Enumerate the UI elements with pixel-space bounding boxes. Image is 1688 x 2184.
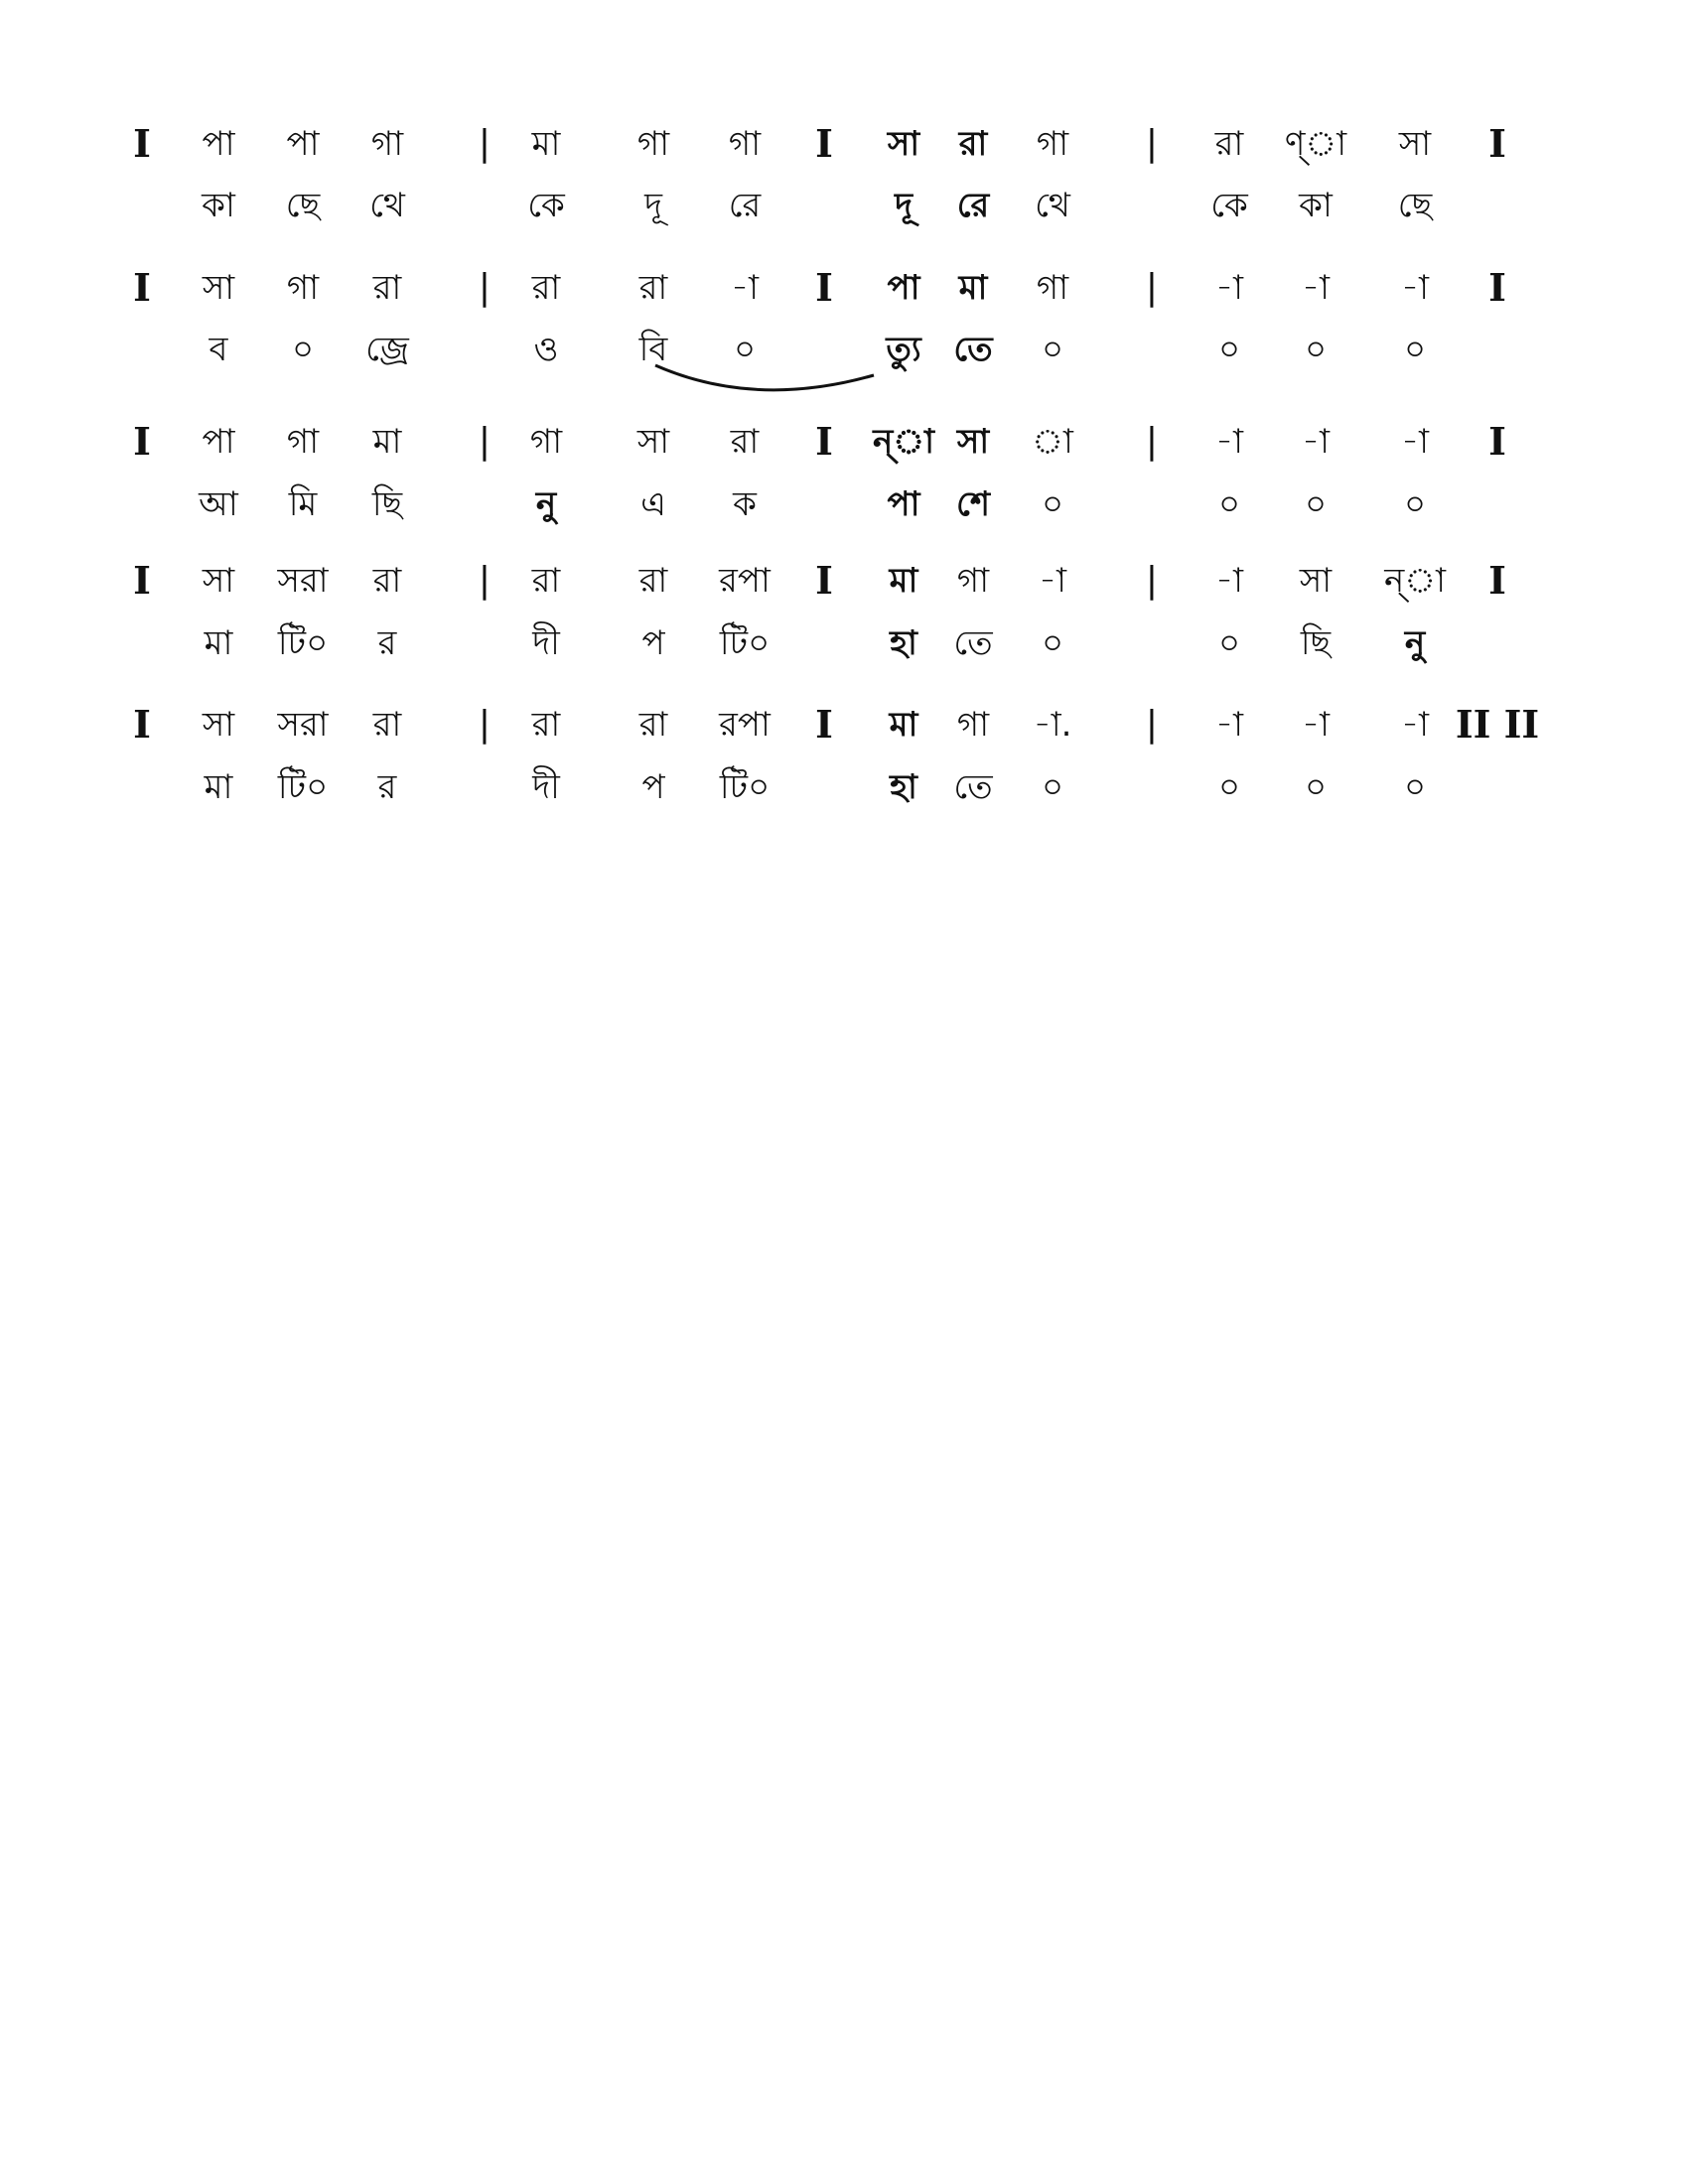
- note-syllable: রা: [531, 705, 561, 745]
- lyric-syllable: নু: [535, 484, 557, 524]
- note-syllable: -া: [1302, 705, 1330, 745]
- bar-marker: I: [1488, 419, 1506, 464]
- beat-divider: |: [478, 560, 492, 601]
- note-syllable: গা: [956, 705, 990, 745]
- note-syllable: রা: [531, 268, 561, 308]
- note-syllable: -া: [1215, 705, 1243, 745]
- lyric-syllable: বি: [638, 330, 668, 369]
- note-syllable: মা: [889, 705, 918, 745]
- lyric-syllable: ০: [1217, 484, 1241, 524]
- note-syllable: রপা: [719, 705, 771, 745]
- lyric-syllable: ০: [1403, 330, 1427, 369]
- lyric-syllable: তে: [953, 330, 993, 369]
- note-syllable: ন্া: [1384, 561, 1446, 601]
- lyric-syllable: ০: [1304, 767, 1328, 807]
- lyric-syllable: কে: [1210, 186, 1248, 225]
- lyric-syllable: ০: [1041, 623, 1064, 663]
- lyric-syllable: পা: [887, 484, 920, 524]
- lyric-syllable: ০: [1041, 484, 1064, 524]
- note-syllable: গা: [1036, 268, 1069, 308]
- note-syllable: রপা: [719, 561, 771, 601]
- lyric-syllable: ছে: [1397, 186, 1433, 225]
- note-syllable: গা: [1036, 124, 1069, 164]
- lyric-syllable: কে: [527, 186, 565, 225]
- note-syllable: সা: [1299, 561, 1333, 601]
- note-syllable: -া: [1215, 422, 1243, 462]
- note-syllable: সরা: [277, 561, 329, 601]
- note-syllable: ন্া: [873, 422, 934, 462]
- note-syllable: সা: [636, 422, 670, 462]
- slur-curve: [655, 365, 874, 390]
- lyric-syllable: ব: [209, 330, 228, 369]
- note-syllable: রা: [531, 561, 561, 601]
- note-syllable: -া: [1215, 268, 1243, 308]
- note-syllable: -া: [1401, 268, 1429, 308]
- bar-marker: I: [815, 265, 833, 310]
- note-syllable: -া: [731, 268, 759, 308]
- note-syllable: মা: [958, 268, 988, 308]
- lyric-syllable: টি০: [277, 767, 329, 807]
- note-syllable: রা: [1214, 124, 1244, 164]
- note-syllable: সা: [956, 422, 990, 462]
- lyric-syllable: হা: [890, 767, 917, 807]
- note-syllable: া: [1032, 422, 1073, 462]
- lyric-syllable: দী: [532, 767, 560, 807]
- note-syllable: পা: [286, 124, 320, 164]
- bar-marker: I: [815, 558, 833, 603]
- lyric-syllable: ০: [1217, 330, 1241, 369]
- bar-marker: I: [133, 419, 151, 464]
- note-syllable: সা: [1398, 124, 1432, 164]
- note-syllable: রা: [638, 705, 668, 745]
- note-syllable: মা: [372, 422, 402, 462]
- note-syllable: রা: [638, 561, 668, 601]
- lyric-syllable: ও: [533, 330, 559, 369]
- beat-divider: |: [1145, 560, 1159, 601]
- bar-marker: I: [133, 558, 151, 603]
- beat-divider: |: [478, 421, 492, 462]
- note-syllable: পা: [887, 268, 920, 308]
- bar-marker: I: [815, 702, 833, 747]
- lyric-syllable: র: [377, 623, 397, 663]
- note-syllable: সা: [202, 268, 235, 308]
- bar-marker: I: [133, 121, 151, 166]
- lyric-syllable: র: [377, 767, 397, 807]
- note-syllable: সা: [202, 561, 235, 601]
- lyric-syllable: নু: [1404, 623, 1426, 663]
- lyric-syllable: তে: [953, 767, 993, 807]
- note-syllable: পা: [202, 124, 235, 164]
- beat-divider: |: [1145, 421, 1159, 462]
- lyric-syllable: টি০: [277, 623, 329, 663]
- note-syllable: গা: [636, 124, 670, 164]
- lyric-syllable: ০: [1217, 623, 1241, 663]
- note-syllable: গা: [728, 124, 762, 164]
- lyric-syllable: ০: [1041, 330, 1064, 369]
- note-syllable: সরা: [277, 705, 329, 745]
- lyric-syllable: রে: [728, 186, 762, 225]
- lyric-syllable: মি: [288, 484, 318, 524]
- note-syllable: গা: [529, 422, 563, 462]
- bar-marker: I: [133, 702, 151, 747]
- note-syllable: -া: [1401, 422, 1429, 462]
- bar-marker: I: [1488, 558, 1506, 603]
- beat-divider: |: [478, 267, 492, 308]
- beat-divider: |: [478, 704, 492, 745]
- note-syllable: রা: [372, 561, 402, 601]
- lyric-syllable: শে: [956, 484, 990, 524]
- bar-marker: I: [815, 121, 833, 166]
- lyric-syllable: ০: [733, 330, 757, 369]
- bar-marker: I: [1488, 265, 1506, 310]
- lyric-syllable: আ: [199, 484, 238, 524]
- lyric-syllable: টি০: [719, 623, 771, 663]
- note-syllable: রা: [372, 268, 402, 308]
- note-syllable: -া: [1302, 422, 1330, 462]
- note-syllable: -া.: [1033, 705, 1072, 745]
- note-syllable: -া: [1401, 705, 1429, 745]
- note-syllable: -া: [1302, 268, 1330, 308]
- bar-marker: II II: [1455, 702, 1540, 747]
- lyric-syllable: ছি: [371, 484, 403, 524]
- lyric-syllable: দূ: [895, 186, 913, 225]
- lyric-syllable: দী: [532, 623, 560, 663]
- bar-marker: I: [815, 419, 833, 464]
- lyric-syllable: এ: [640, 484, 666, 524]
- lyric-syllable: রে: [956, 186, 990, 225]
- lyric-syllable: ০: [1403, 767, 1427, 807]
- note-syllable: ণ্া: [1284, 124, 1347, 164]
- beat-divider: |: [1145, 123, 1159, 164]
- note-syllable: সা: [887, 124, 920, 164]
- lyric-syllable: ০: [1304, 484, 1328, 524]
- lyric-syllable: কা: [1299, 186, 1333, 225]
- lyric-syllable: জ্রে: [365, 330, 409, 369]
- note-syllable: গা: [956, 561, 990, 601]
- bar-marker: I: [133, 265, 151, 310]
- note-syllable: রা: [638, 268, 668, 308]
- note-syllable: মা: [889, 561, 918, 601]
- lyric-syllable: ০: [1041, 767, 1064, 807]
- lyric-syllable: ছি: [1300, 623, 1332, 663]
- lyric-syllable: থে: [369, 186, 405, 225]
- lyric-syllable: প: [641, 767, 665, 807]
- beat-divider: |: [1145, 267, 1159, 308]
- bar-marker: I: [1488, 121, 1506, 166]
- beat-divider: |: [478, 123, 492, 164]
- lyric-syllable: দূ: [644, 186, 662, 225]
- lyric-syllable: হা: [890, 623, 917, 663]
- note-syllable: সা: [202, 705, 235, 745]
- note-syllable: মা: [531, 124, 561, 164]
- note-syllable: রা: [958, 124, 988, 164]
- lyric-syllable: ০: [291, 330, 315, 369]
- lyric-syllable: ছে: [285, 186, 321, 225]
- lyric-syllable: টি০: [719, 767, 771, 807]
- lyric-syllable: ০: [1403, 484, 1427, 524]
- note-syllable: গা: [370, 124, 404, 164]
- lyric-syllable: ০: [1304, 330, 1328, 369]
- lyric-syllable: তে: [953, 623, 993, 663]
- lyric-syllable: মা: [204, 767, 233, 807]
- lyric-syllable: মা: [204, 623, 233, 663]
- note-syllable: রা: [730, 422, 760, 462]
- note-syllable: পা: [202, 422, 235, 462]
- lyric-syllable: থে: [1035, 186, 1070, 225]
- note-syllable: রা: [372, 705, 402, 745]
- lyric-syllable: ০: [1217, 767, 1241, 807]
- note-syllable: গা: [286, 422, 320, 462]
- note-syllable: -া: [1215, 561, 1243, 601]
- note-syllable: -া: [1039, 561, 1066, 601]
- note-syllable: গা: [286, 268, 320, 308]
- lyric-syllable: ত্যু: [886, 330, 921, 369]
- lyric-syllable: কা: [202, 186, 235, 225]
- beat-divider: |: [1145, 704, 1159, 745]
- lyric-syllable: ক: [733, 484, 757, 524]
- lyric-syllable: প: [641, 623, 665, 663]
